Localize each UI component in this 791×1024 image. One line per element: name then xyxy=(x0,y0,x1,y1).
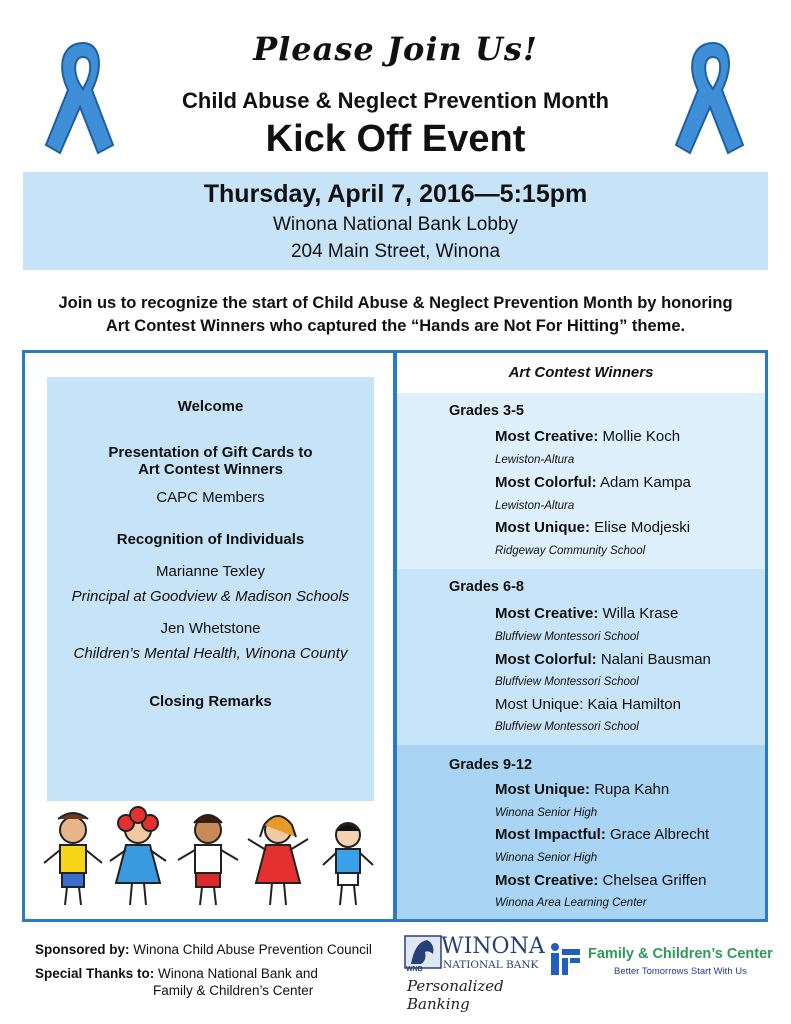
award-school: Winona Senior High xyxy=(495,852,598,864)
thanks-value-line2: Family & Children’s Center xyxy=(153,983,314,998)
person-title: Principal at Goodview & Madison Schools xyxy=(71,588,350,605)
program-closing: Closing Remarks xyxy=(149,693,272,710)
grade-group xyxy=(397,745,765,919)
event-details-box xyxy=(23,172,768,270)
fcc-tagline: Better Tomorrows Start With Us xyxy=(614,966,747,977)
family-childrens-center-logo xyxy=(548,940,773,990)
program-presentation-line2: Art Contest Winners xyxy=(138,461,283,478)
child-figure xyxy=(248,816,308,905)
award-category: Most Creative: xyxy=(495,605,599,622)
award-line xyxy=(495,826,709,843)
award-winner: Adam Kampa xyxy=(596,474,691,491)
award-winner: Nalani Bausman xyxy=(596,651,711,668)
person-title: Children’s Mental Health, Winona County xyxy=(73,645,348,662)
thanks-label: Special Thanks to: xyxy=(35,966,155,981)
event-heading: Kick Off Event xyxy=(265,118,526,160)
award-line xyxy=(495,696,681,713)
grade-label: Grades 9-12 xyxy=(449,757,533,773)
child-figure xyxy=(110,807,166,905)
sponsored-label: Sponsored by: xyxy=(35,942,130,957)
award-line xyxy=(495,605,678,622)
award-category: Most Creative: xyxy=(495,872,599,889)
event-subtitle: Child Abuse & Neglect Prevention Month xyxy=(182,88,609,113)
award-line xyxy=(495,428,680,445)
thanks-line xyxy=(35,966,318,981)
award-line xyxy=(495,651,711,668)
event-venue: Winona National Bank Lobby xyxy=(272,214,519,235)
award-winner: Chelsea Griffen xyxy=(598,872,707,889)
grade-group xyxy=(397,569,765,745)
award-school: Bluffview Montessori School xyxy=(495,676,639,688)
program-welcome: Welcome xyxy=(177,398,244,415)
grade-label: Grades 3-5 xyxy=(449,403,524,419)
program-presentation-line1: Presentation of Gift Cards to xyxy=(108,444,313,461)
award-winner: Rupa Kahn xyxy=(590,781,670,798)
award-school: Bluffview Montessori School xyxy=(495,721,639,733)
intro-text xyxy=(20,292,771,338)
award-category: Most Creative: xyxy=(495,428,599,445)
person-name: Jen Whetstone xyxy=(160,620,261,637)
wnb-line2: NATIONAL BANK xyxy=(443,959,539,971)
program-capc: CAPC Members xyxy=(156,489,265,506)
grade-group xyxy=(397,393,765,569)
award-category: Most Impactful: xyxy=(495,826,606,843)
wnb-mark: WNB xyxy=(406,966,423,973)
child-figure xyxy=(323,823,373,905)
child-figure xyxy=(44,813,102,905)
award-winner: Elise Modjeski xyxy=(590,519,691,536)
sponsored-value: Winona Child Abuse Prevention Council xyxy=(129,942,372,957)
thanks-value: Winona National Bank and xyxy=(154,966,318,981)
award-winner: Grace Albrecht xyxy=(605,826,710,843)
grade-label: Grades 6-8 xyxy=(449,579,524,595)
person-name: Marianne Texley xyxy=(156,563,265,580)
award-line xyxy=(495,519,690,536)
program-panel xyxy=(47,377,374,801)
winners-heading: Art Contest Winners xyxy=(397,353,765,393)
fcc-name: Family & Children’s Center xyxy=(588,946,773,962)
event-address: 204 Main Street, Winona xyxy=(290,241,501,262)
award-category: Most Unique: xyxy=(495,519,590,536)
award-school: Ridgeway Community School xyxy=(495,545,646,557)
award-category: Most Colorful: xyxy=(495,474,597,491)
winona-national-bank-logo xyxy=(403,932,548,1013)
page-title: Please Join Us! xyxy=(253,30,538,68)
wnb-tagline: Personalized Banking xyxy=(407,977,504,1013)
wnb-line1: WINONA xyxy=(441,934,545,959)
award-school: Bluffview Montessori School xyxy=(495,631,639,643)
children-illustration xyxy=(38,805,393,915)
award-category: Most Unique: xyxy=(495,781,590,798)
program-recognition: Recognition of Individuals xyxy=(116,531,305,548)
award-school: Lewiston-Altura xyxy=(495,500,575,512)
award-school: Lewiston-Altura xyxy=(495,454,575,466)
event-date-time: Thursday, April 7, 2016—5:15pm xyxy=(203,180,588,208)
award-winner: Willa Krase xyxy=(598,605,679,622)
award-school: Winona Area Learning Center xyxy=(495,897,647,909)
award-line xyxy=(495,781,669,798)
intro-line-1: Join us to recognize the start of Child Abuse & Neglect Prevention Month by honoring xyxy=(58,294,733,312)
award-winner: Mollie Koch xyxy=(598,428,681,445)
award-school: Winona Senior High xyxy=(495,807,598,819)
award-line xyxy=(495,872,706,889)
award-winner: Most Unique: Kaia Hamilton xyxy=(495,696,681,713)
award-line xyxy=(495,474,691,491)
fcc-mark-icon xyxy=(548,942,582,976)
award-category: Most Colorful: xyxy=(495,651,597,668)
sponsored-line xyxy=(35,942,372,957)
child-figure xyxy=(178,815,238,905)
intro-line-2: Art Contest Winners who captured the “Hands are Not For Hitting” theme. xyxy=(105,317,686,335)
